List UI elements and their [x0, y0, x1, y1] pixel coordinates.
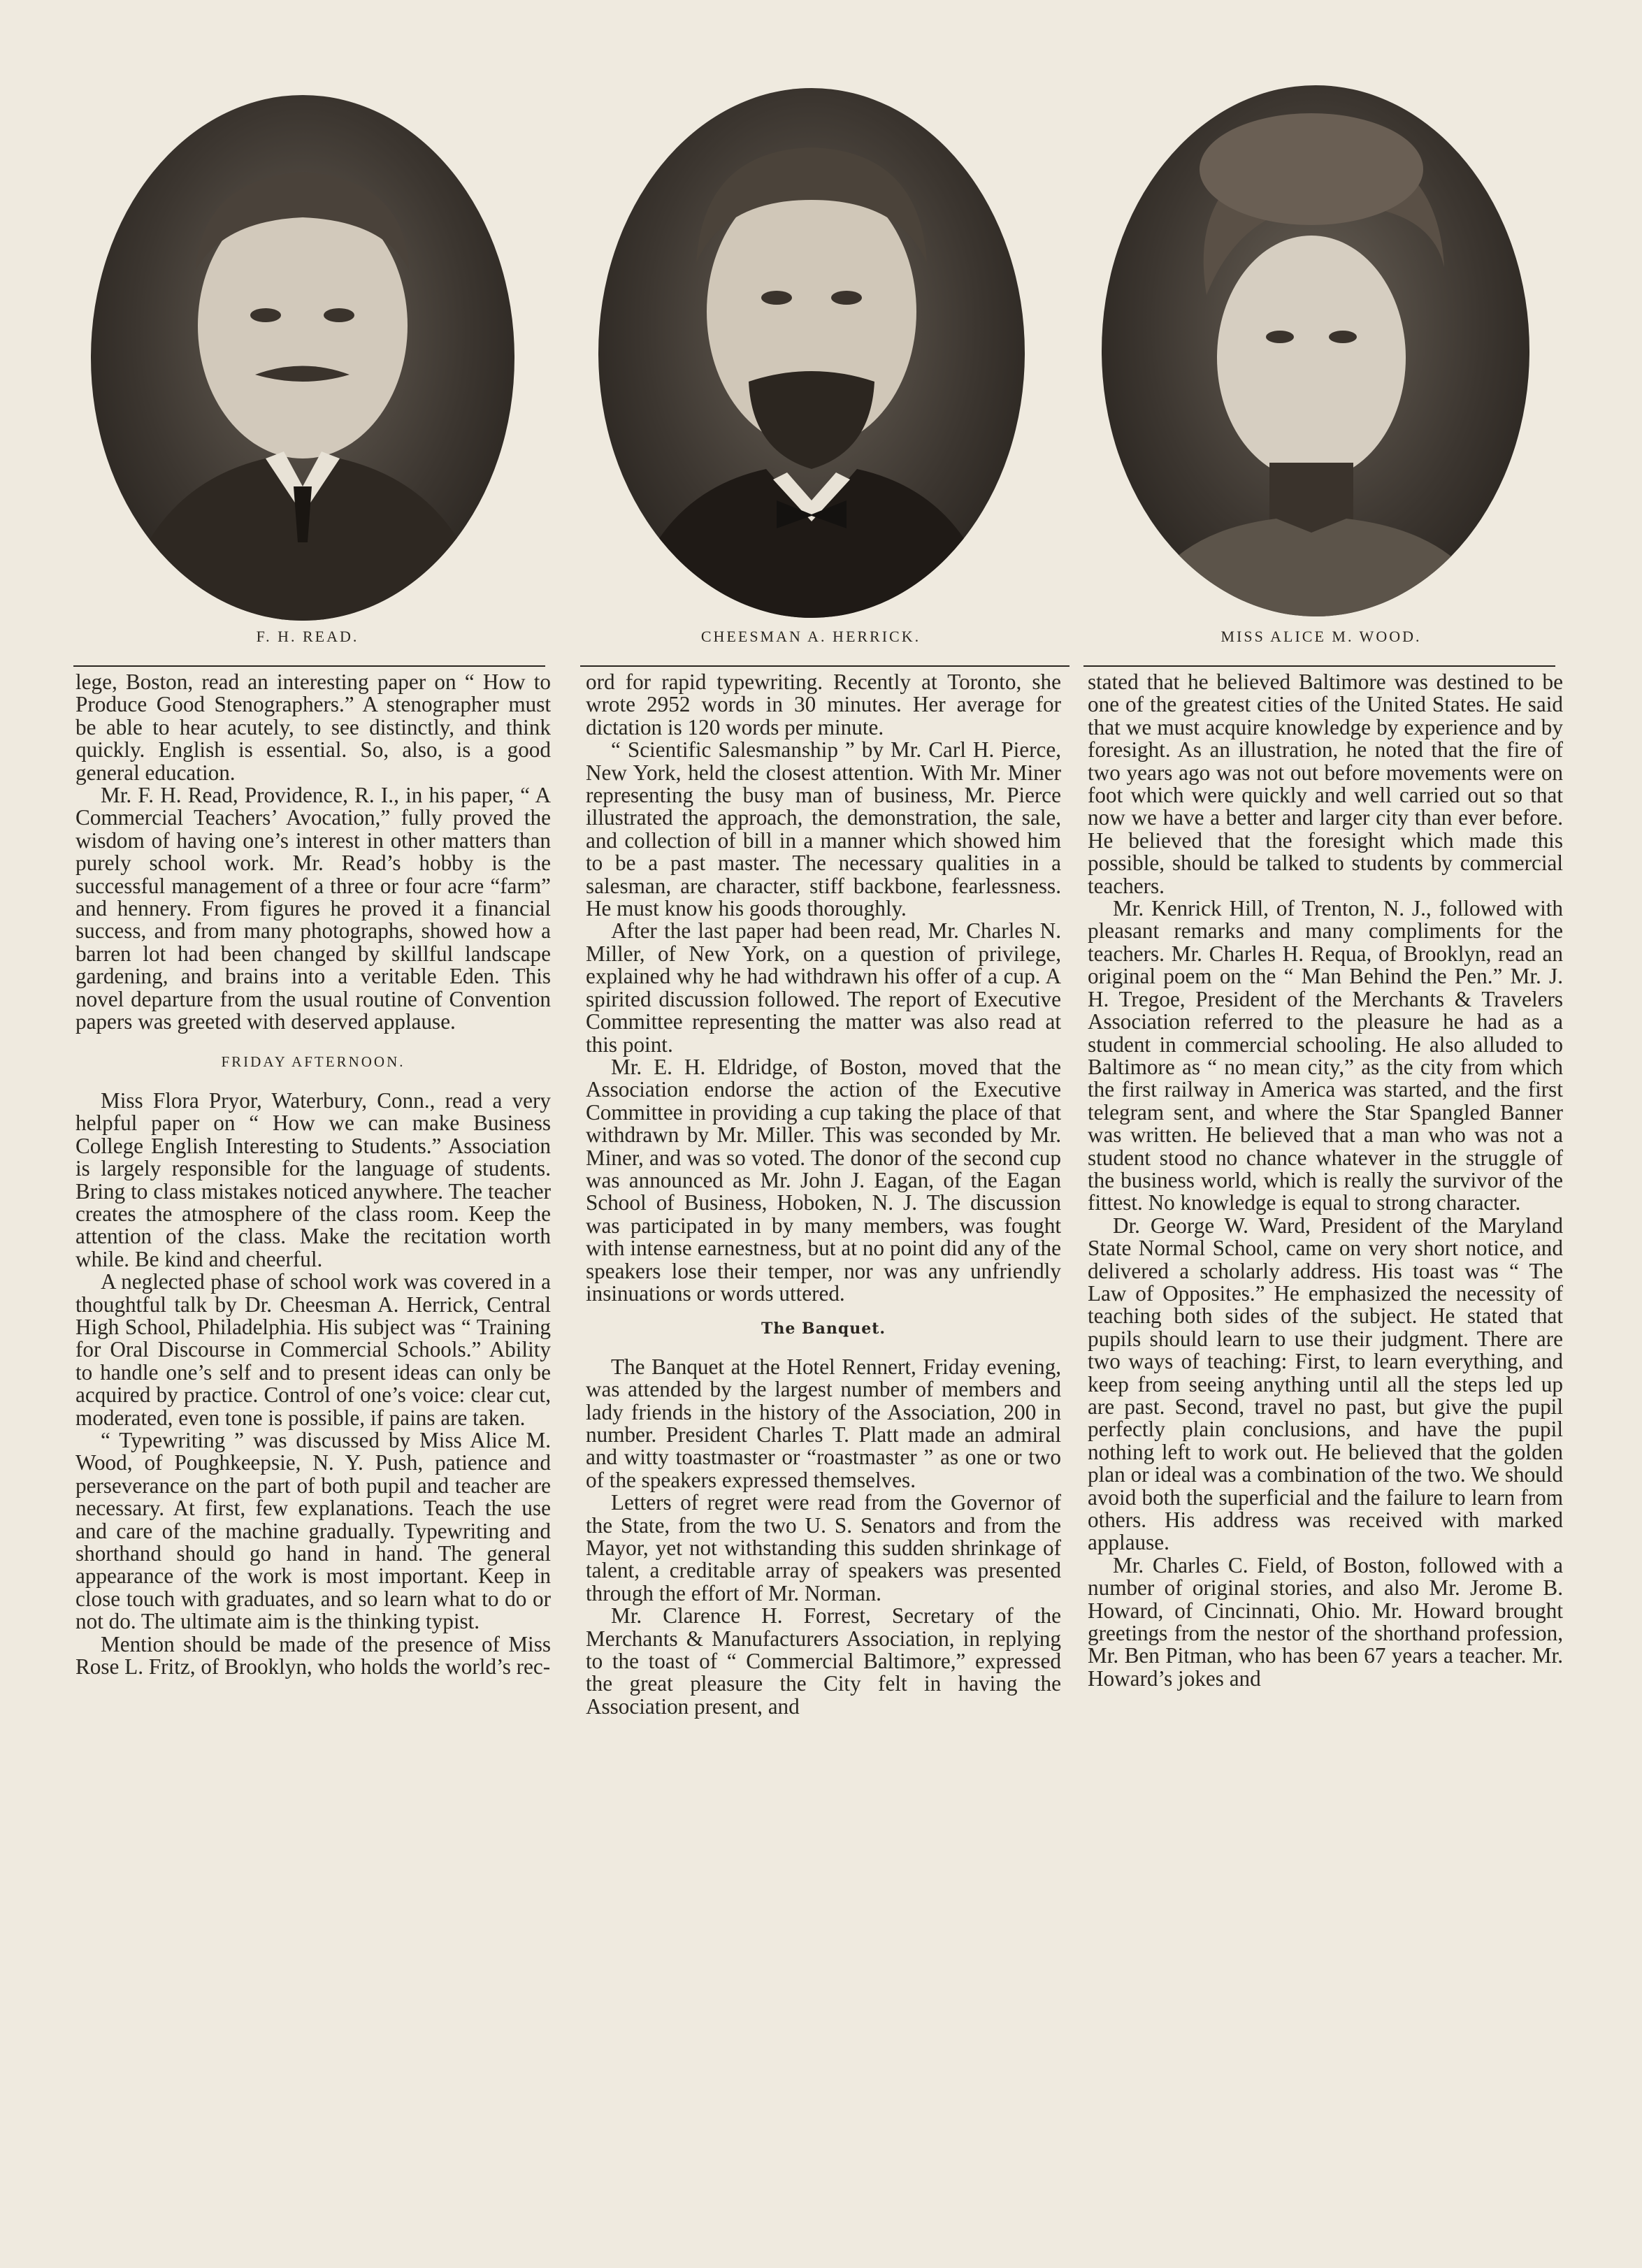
column-rule-2 [580, 665, 1070, 667]
column-rule-1 [73, 665, 545, 667]
paragraph: Mr. E. H. Eldridge, of Boston, moved that the Association endorse the action of the Executive Committee in providing a cup taking the place of that withdrawn by Mr. Miller. This was seconded by Mr. Miner, and was so voted. The donor of the second cup was announced as Mr. John J. Eagan, of the Eagan School of Business, Hoboken, N. J. The discussion was participated in by many members, was fought with intense earnestness, but at no point did any of the speakers lose their temper, nor was any unfriendly insinuations or words uttered. [586, 1054, 1061, 1306]
man-mustache-portrait-icon [91, 95, 514, 621]
column-3 [1088, 671, 1563, 1690]
paragraph: ord for rapid typewriting. Recently at Toronto, she wrote 2952 words in 30 minutes. Her average for dictation is 120 words per minute. [586, 670, 1061, 739]
column-rule-3 [1083, 665, 1555, 667]
woman-portrait-icon [1102, 85, 1529, 616]
paragraph: Dr. George W. Ward, President of the Maryland State Normal School, came on very short notice, and delivered a scholarly address. His toast was “ The Law of Opposites.” He emphasized the necessity of teaching both sides of the subject. He stated that pupils should learn to use their judgment. There are two ways of teaching: First, to learn everything, and keep from seeing anything until all the steps led up are past. Second, travel no past, but give the pupil perfectly plain conclusions, and have the pupil nothing left to work out. He believed that the golden plan or ideal was a combination of the two. We should avoid both the superficial and the failure to learn from others. His address was received with marked applause. [1088, 1213, 1563, 1555]
caption-wood: MISS ALICE M. WOOD. [1220, 628, 1422, 645]
section-heading: The Banquet. [761, 1320, 886, 1338]
man-beard-portrait-icon [598, 88, 1025, 618]
column-1 [75, 671, 551, 1678]
portrait-herrick [598, 88, 1025, 618]
paragraph: stated that he believed Baltimore was destined to be one of the greatest cities of the United States. He said that we must acquire knowledge by experience and by foresight. As an illustration, he noted that the fire of two years ago was not out before movements were on foot which were quickly and well carried out so that now we have a better and larger city than ever before. He believed that the foresight which made this possible, should be talked to students by commercial teachers. [1088, 670, 1563, 898]
column-2 [586, 671, 1061, 1718]
paragraph: The Banquet at the Hotel Rennert, Friday evening, was attended by the largest number of members and lady friends in the history of the Association, 200 in number. President Charles T. Platt made an admiral and witty toastmaster or “roastmaster ” as one or two of the speakers expressed themselves. [586, 1354, 1061, 1492]
paragraph: Mr. Clarence H. Forrest, Secretary of the Merchants & Manufacturers Association, in replying to the toast of “ Commercial Baltimore,” expressed the great pleasure the City felt in having the Association present, and [586, 1603, 1061, 1719]
portrait-read [91, 95, 514, 621]
paragraph: “ Typewriting ” was discussed by Miss Alice M. Wood, of Poughkeepsie, N. Y. Push, patience and perseverance on the part of both pupil and teacher are necessary. At first, few explanations. Teach the use and care of the machine gradually. Typewriting and shorthand should go hand in hand. The general appearance of the work is most important. Keep in close touch with graduates, and so learn what to do or not do. The ultimate aim is the thinking typist. [75, 1428, 551, 1634]
paragraph: A neglected phase of school work was covered in a thoughtful talk by Dr. Cheesman A. Herrick, Central High School, Philadelphia. His subject was “ Training for Oral Discourse in Commercial Schools.” Ability to handle one’s self and to present ideas can only be acquired by practice. Control of one’s voice: clear cut, moderated, even tone is possible, if pains are taken. [75, 1269, 551, 1430]
paragraph: Letters of regret were read from the Governor of the State, from the two U. S. Senators and from the Mayor, yet not withstanding this sudden shrinkage of talent, a creditable array of speakers was presented through the effort of Mr. Norman. [586, 1490, 1061, 1605]
paragraph: Miss Flora Pryor, Waterbury, Conn., read a very helpful paper on “ How we can make Business College English Interesting to Students.” Association is largely responsible for the language of students. Bring to class mistakes noticed anywhere. The teacher creates the atmosphere of the class room. Keep the attention of the class. Make the recitation worth while. Be kind and cheerful. [75, 1088, 551, 1271]
paragraph: lege, Boston, read an interesting paper on “ How to Produce Good Stenographers.” A stenographer must be able to hear acutely, to see distinctly, and think quickly. English is essential. So, also, is a good general education. [75, 670, 551, 785]
paragraph: Mr. Kenrick Hill, of Trenton, N. J., followed with pleasant remarks and many compliments for the teachers. Mr. Charles H. Requa, of Brooklyn, read an original poem on the “ Man Behind the Pen.” Mr. J. H. Tregoe, President of the Merchants & Travelers Association referred to the pleasure he had as a student in commercial schooling. He also alluded to Baltimore as “ no mean city,” as the city from which the first railway in America was started, and the first telegram sent, and where the Star Spangled Banner was written. He believed that a man who was not a student stood no chance whatever in the struggle of the business world, which is really the survivor of the fittest. No knowledge is equal to strong character. [1088, 896, 1563, 1215]
paragraph: Mr. Charles C. Field, of Boston, followed with a number of original stories, and also Mr. Jerome B. Howard, of Cincinnati, Ohio. Mr. Howard brought greetings from the nestor of the shorthand profession, Mr. Ben Pitman, who has been 67 years a teacher. Mr. Howard’s jokes and [1088, 1552, 1563, 1691]
paragraph: Mr. F. H. Read, Providence, R. I., in his paper, “ A Commercial Teachers’ Avocation,” fully proved the wisdom of having one’s interest in other matters than purely school work. Mr. Read’s hobby is the successful management of a three or four acre “farm” and hennery. From figures he proved it a financial success, and from many photographs, showed how a barren lot had been changed by skillful landscape gardening, and brains into a veritable Eden. This novel departure from the usual routine of Convention papers was greeted with deserved applause. [75, 783, 551, 1034]
paragraph: “ Scientific Salesmanship ” by Mr. Carl H. Pierce, New York, held the closest attention. With Mr. Miner representing the busy man of business, Mr. Pierce illustrated the approach, the demonstration, the sale, and collection of bill in a manner which showed him to be a past master. The necessary qualities in a salesman, are character, stiff backbone, fearlessness. He must know his goods thoroughly. [586, 737, 1061, 921]
paragraph: Mention should be made of the presence of Miss Rose L. Fritz, of Brooklyn, who holds the world’s rec- [75, 1631, 551, 1680]
caption-herrick: CHEESMAN A. HERRICK. [700, 628, 921, 645]
section-heading: FRIDAY AFTERNOON. [221, 1053, 405, 1070]
portrait-wood [1102, 85, 1529, 616]
paragraph: After the last paper had been read, Mr. Charles N. Miller, of New York, on a question of privilege, explained why he had withdrawn his offer of a cup. A spirited discussion followed. The report of Executive Committee representing the matter was also read at this point. [586, 918, 1061, 1057]
caption-read: F. H. READ. [256, 628, 359, 645]
